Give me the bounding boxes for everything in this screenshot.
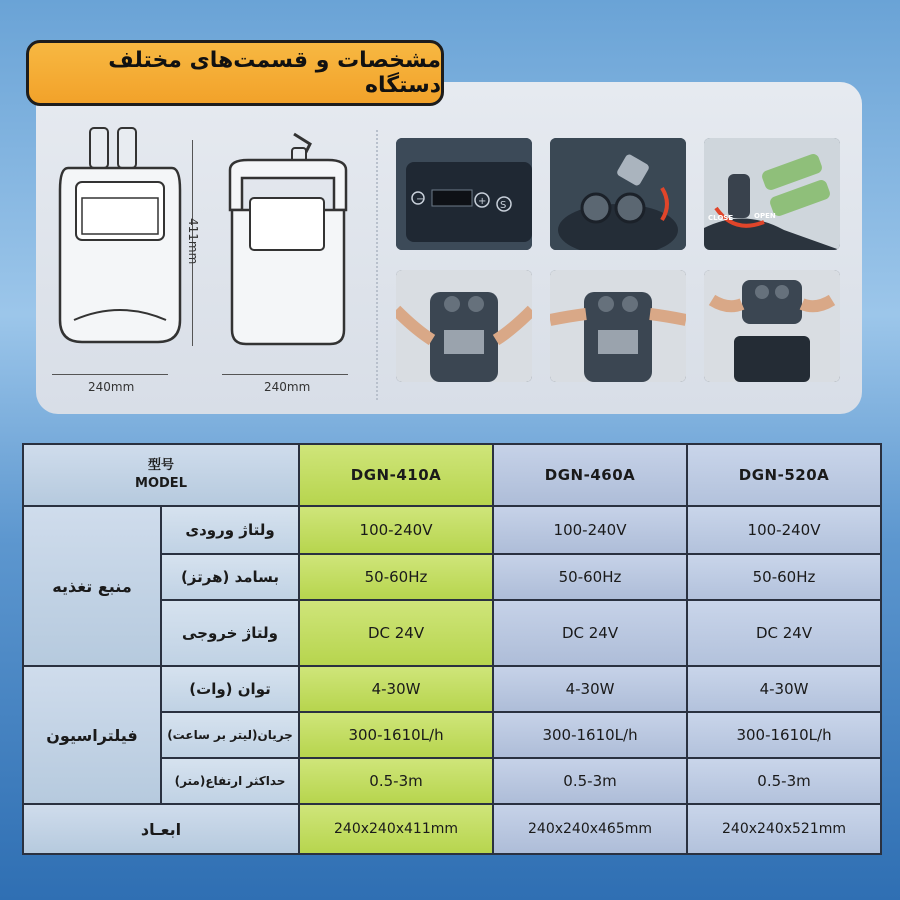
cell-value: 240x240x465mm	[493, 804, 687, 854]
cell-value: 240x240x411mm	[299, 804, 493, 854]
spec-table	[22, 443, 882, 855]
cell-value: 4-30W	[493, 666, 687, 712]
row-label-output-voltage: ولتاژ خروجی	[161, 600, 299, 666]
row-label-dimensions: ابعـاد	[23, 804, 299, 854]
row-label-frequency: بسامد (هرتز)	[161, 554, 299, 600]
panel-divider	[376, 130, 378, 400]
height-label: 411mm	[186, 218, 200, 265]
model-460a: DGN-460A	[493, 444, 687, 506]
s-button-label: S	[500, 200, 507, 211]
group-power-supply: منبع تغذیه	[23, 506, 161, 666]
cell-value: DC 24V	[299, 600, 493, 666]
model-520a: DGN-520A	[687, 444, 881, 506]
side-width-label: 240mm	[264, 380, 311, 394]
row-label-power: توان (وات)	[161, 666, 299, 712]
front-view-diagram	[50, 120, 190, 350]
cell-value: 100-240V	[687, 506, 881, 554]
row-label-flow: جریان(لیتر بر ساعت)	[161, 712, 299, 758]
plus-button-label: +	[478, 196, 487, 207]
cell-value: DC 24V	[493, 600, 687, 666]
section-title: مشخصات و قسمت‌های مختلف دستگاه	[26, 40, 444, 106]
photo-valve	[704, 138, 840, 250]
model-header-cell	[23, 444, 299, 506]
cell-value: 300-1610L/h	[493, 712, 687, 758]
cell-value: 300-1610L/h	[299, 712, 493, 758]
cell-value: 50-60Hz	[299, 554, 493, 600]
cell-value: DC 24V	[687, 600, 881, 666]
front-width-line	[52, 374, 168, 375]
cell-value: 100-240V	[299, 506, 493, 554]
minus-button-label: −	[416, 194, 425, 205]
group-filtration: فیلتراسیون	[23, 666, 161, 804]
photo-display-panel	[396, 138, 532, 250]
photo-handles-lift	[550, 270, 686, 382]
cell-value: 300-1610L/h	[687, 712, 881, 758]
open-label: OPEN	[754, 212, 776, 220]
photo-connectors	[550, 138, 686, 250]
model-label-en: MODEL	[135, 476, 187, 491]
cell-value: 0.5-3m	[299, 758, 493, 804]
side-width-line	[222, 374, 348, 375]
cell-value: 0.5-3m	[687, 758, 881, 804]
cell-value: 50-60Hz	[687, 554, 881, 600]
photo-lid-removed	[704, 270, 840, 382]
front-width-label: 240mm	[88, 380, 135, 394]
row-label-input-voltage: ولتاژ ورودی	[161, 506, 299, 554]
cell-value: 100-240V	[493, 506, 687, 554]
cell-value: 4-30W	[299, 666, 493, 712]
model-label-cn: 型号	[148, 458, 175, 473]
cell-value: 240x240x521mm	[687, 804, 881, 854]
cell-value: 4-30W	[687, 666, 881, 712]
model-410a: DGN-410A	[299, 444, 493, 506]
side-view-diagram	[218, 130, 358, 350]
cell-value: 0.5-3m	[493, 758, 687, 804]
row-label-max-height: حداکثر ارتفاع(متر)	[161, 758, 299, 804]
close-label: CLOSE	[708, 214, 734, 222]
cell-value: 50-60Hz	[493, 554, 687, 600]
photo-handles-open	[396, 270, 532, 382]
